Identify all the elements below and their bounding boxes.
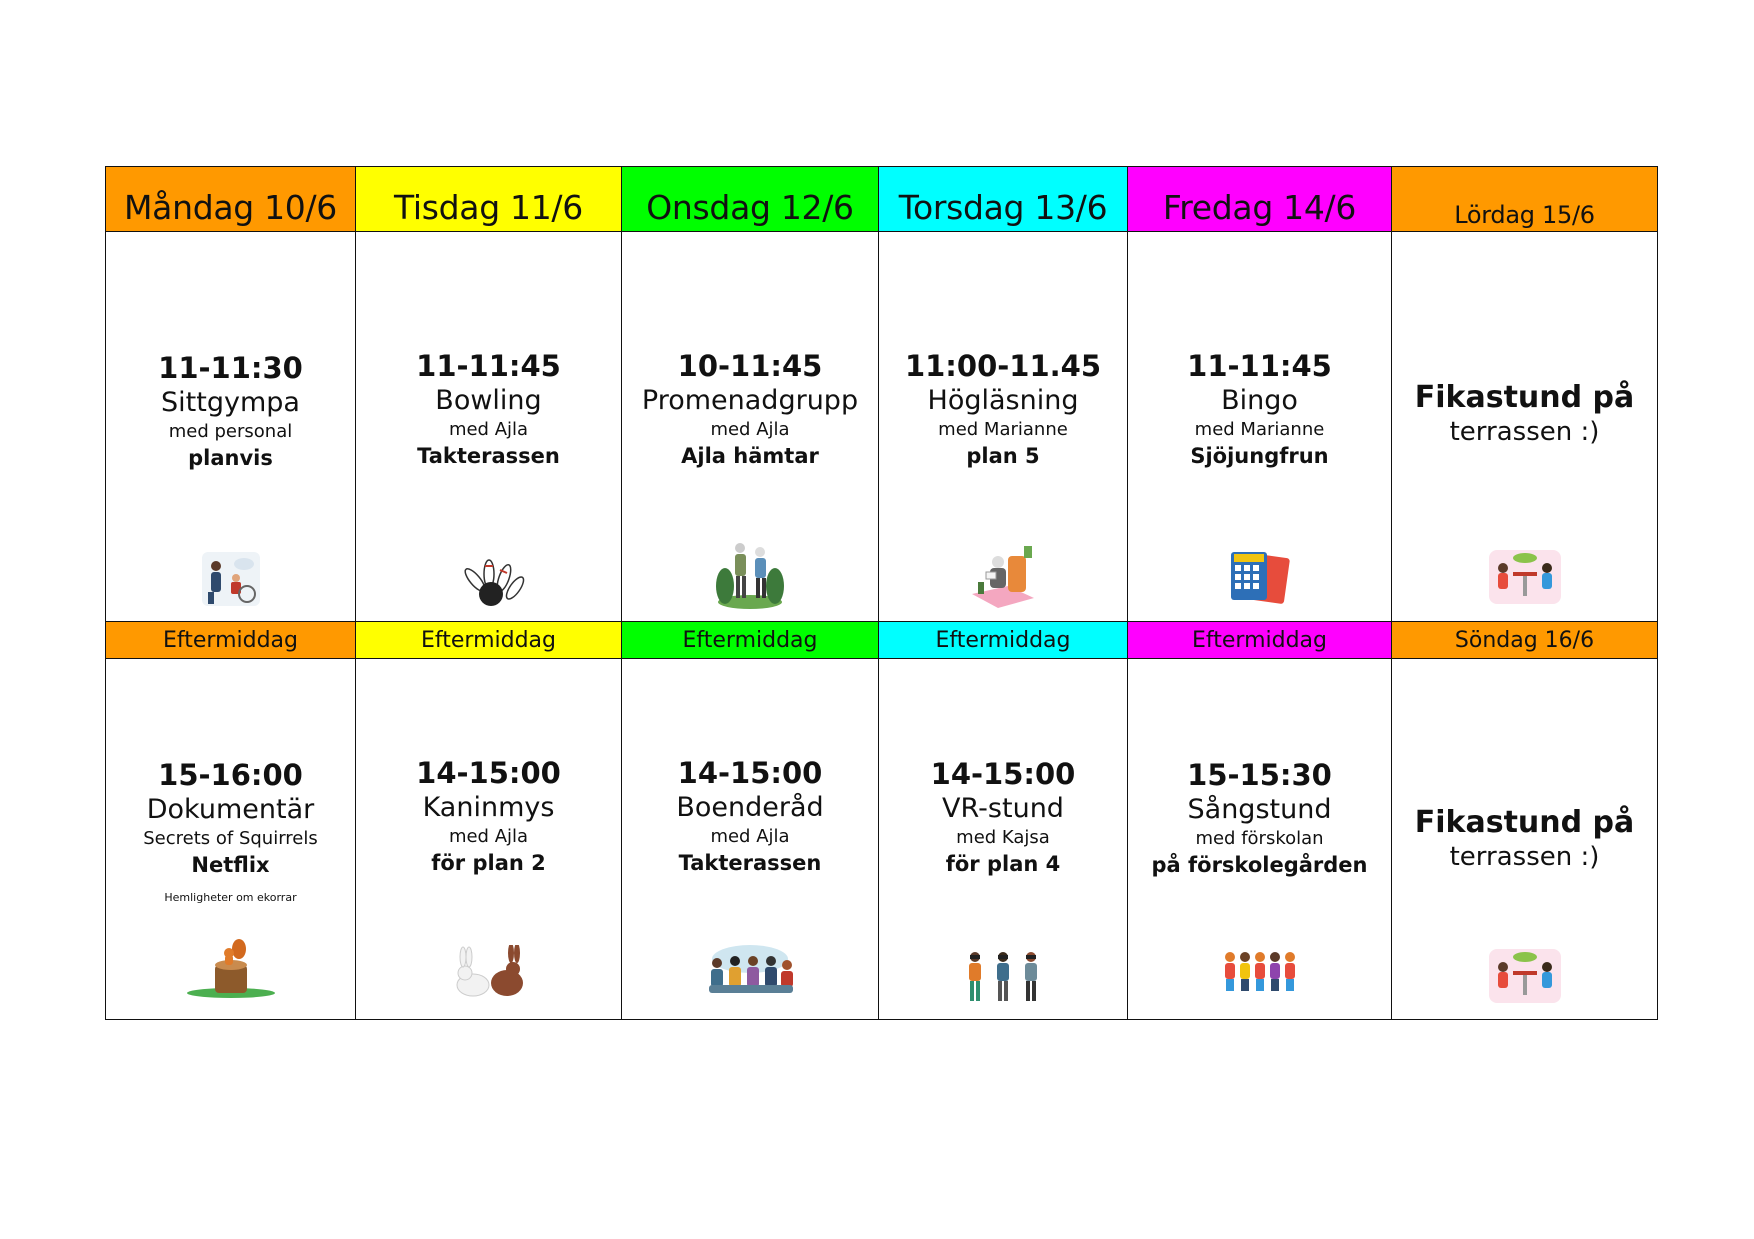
header-sunday: Söndag 16/6 [1392,622,1658,659]
fika-title: Fikastund på [1414,805,1635,840]
activity-note: Hemligheter om ekorrar [164,891,297,904]
afternoon-cell-monday [105,659,356,1020]
vr-headset-icon [961,949,1045,1003]
activity-name: Sångstund [1187,794,1332,825]
activity-leader: med förskolan [1195,828,1324,849]
activity-leader: med Marianne [938,419,1068,440]
morning-cell-friday [1128,232,1392,622]
activity-leader: med Ajla [448,826,529,847]
activity-leader: med Ajla [448,419,529,440]
afternoon-label-wednesday: Eftermiddag [622,622,879,659]
activity-name: Boenderåd [676,792,824,823]
afternoon-label-friday: Eftermiddag [1128,622,1392,659]
activity-place: för plan 4 [945,852,1061,876]
coffee-table-icon [1487,947,1563,1005]
bowling-icon [449,552,529,610]
afternoon-cell-thursday [879,659,1128,1020]
fika-title: Fikastund på [1414,380,1635,415]
activity-place: Ajla hämtar [681,444,819,468]
activity-time: 11-11:45 [416,349,561,383]
activity-time: 14-15:00 [930,757,1076,791]
activity-time: 14-15:00 [416,756,561,790]
activity-name: Bingo [1221,385,1298,416]
activity-leader: med personal [168,421,293,442]
header-monday: Måndag 10/6 [105,166,356,232]
afternoon-label-thursday: Eftermiddag [879,622,1128,659]
seated-exercise-icon [200,550,262,608]
afternoon-cell-wednesday [622,659,879,1020]
header-friday: Fredag 14/6 [1128,166,1392,232]
activity-name: Dokumentär [146,794,315,825]
coffee-table-icon [1487,548,1563,606]
activity-leader: med Ajla [710,826,790,847]
meeting-icon [703,943,797,999]
activity-leader: med Ajla [710,419,790,440]
afternoon-label-monday: Eftermiddag [105,622,356,659]
activity-time: 11-11:30 [158,351,303,385]
fika-text: terrassen :) [1449,842,1600,872]
activity-time: 11:00-11.45 [904,349,1102,383]
header-saturday: Lördag 15/6 [1392,166,1658,232]
reading-icon [968,542,1038,610]
header-thursday: Torsdag 13/6 [879,166,1128,232]
activity-leader: med Marianne [1194,419,1325,440]
fika-text: terrassen :) [1449,417,1600,447]
activity-place: planvis [188,446,273,470]
rabbits-icon [447,945,531,999]
morning-cell-tuesday [356,232,622,622]
activity-name: VR-stund [942,793,1064,824]
bingo-cards-icon [1227,550,1293,606]
activity-leader: Secrets of Squirrels [143,828,318,849]
activity-place: Netflix [191,853,270,877]
activity-place: Takterassen [417,444,560,468]
afternoon-cell-tuesday [356,659,622,1020]
activity-place: Sjöjungfrun [1190,444,1329,468]
weekly-schedule [105,166,1658,1020]
activity-place: på förskolegården [1151,853,1368,877]
activity-name: Högläsning [927,385,1079,416]
activity-time: 11-11:45 [1187,349,1332,383]
activity-name: Bowling [435,385,542,416]
morning-cell-thursday [879,232,1128,622]
activity-place: Takterassen [678,851,822,875]
activity-name: Kaninmys [422,792,555,823]
afternoon-cell-friday [1128,659,1392,1020]
morning-cell-wednesday [622,232,879,622]
header-tuesday: Tisdag 11/6 [356,166,622,232]
morning-cell-saturday [1392,232,1658,622]
morning-cell-monday [105,232,356,622]
activity-time: 15-16:00 [158,758,303,792]
activity-time: 14-15:00 [677,756,823,790]
activity-leader: med Kajsa [956,827,1050,848]
activity-time: 15-15:30 [1187,758,1332,792]
activity-place: för plan 2 [431,851,546,875]
header-wednesday: Onsdag 12/6 [622,166,879,232]
activity-time: 10-11:45 [677,349,823,383]
activity-name: Promenadgrupp [641,385,859,416]
activity-name: Sittgympa [161,387,300,418]
activity-place: plan 5 [966,444,1040,468]
afternoon-label-tuesday: Eftermiddag [356,622,622,659]
walking-couple-icon [715,536,785,610]
singing-children-icon [1220,947,1300,995]
squirrel-icon [185,939,277,999]
afternoon-cell-sunday [1392,659,1658,1020]
